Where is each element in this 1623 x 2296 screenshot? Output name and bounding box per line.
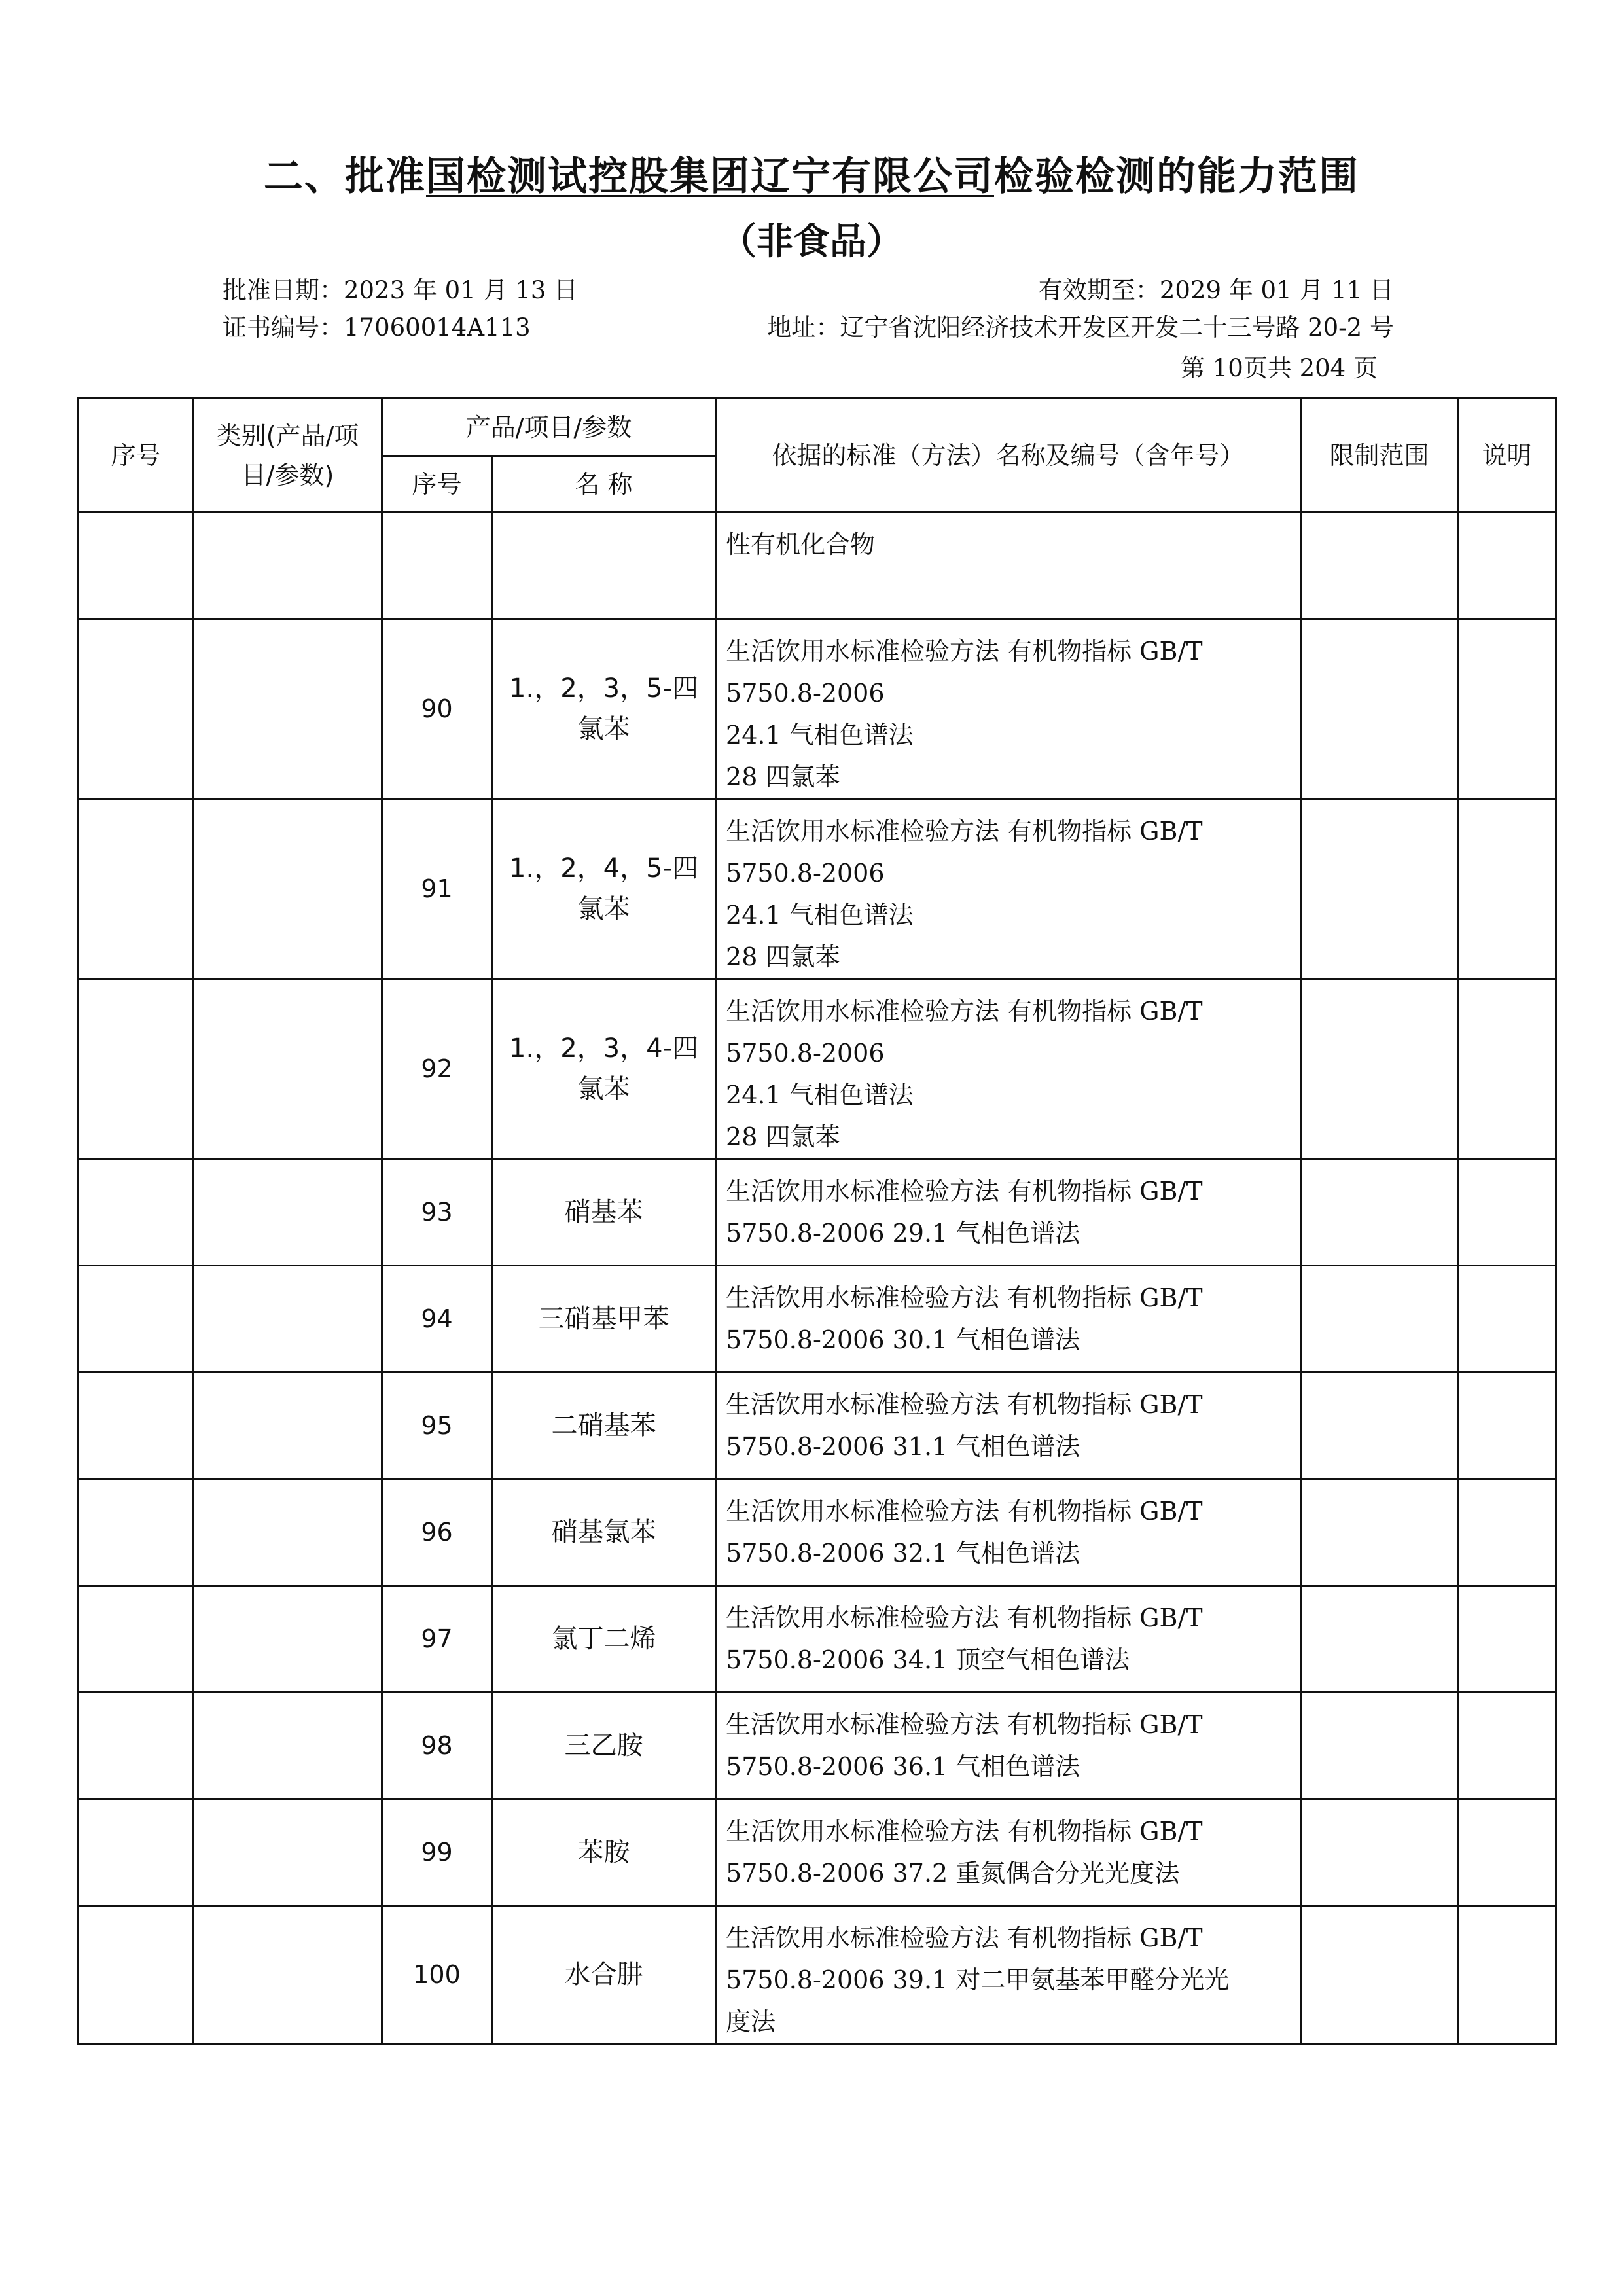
- cell-seq: [79, 799, 194, 979]
- table-row: [79, 1266, 1556, 1372]
- cell-note: [1458, 1586, 1556, 1693]
- cell-note: [1458, 1906, 1556, 2044]
- standard-line: 生活饮用水标准检验方法 有机物指标 GB/T: [726, 997, 1203, 1026]
- table-row: [79, 619, 1556, 799]
- cell-sub-seq: 98: [382, 1693, 492, 1799]
- cell-standard: [716, 799, 1301, 979]
- cell-limit: [1301, 1586, 1458, 1693]
- valid-until: 有效期至：2029 年 01 月 11 日: [1038, 276, 1394, 304]
- cell-standard: [716, 1586, 1301, 1693]
- table-row: [79, 1479, 1556, 1586]
- standard-line: 生活饮用水标准检验方法 有机物指标 GB/T: [726, 1497, 1203, 1526]
- standard-line: 生活饮用水标准检验方法 有机物指标 GB/T: [726, 1604, 1203, 1632]
- cell-standard: [716, 619, 1301, 799]
- cell-note: [1458, 619, 1556, 799]
- table-row: [79, 799, 1556, 979]
- table-row: [79, 512, 1556, 619]
- cell-name: 1.，2，4，5-四氯苯: [492, 799, 716, 979]
- cell-limit: [1301, 1906, 1458, 2044]
- cell-standard: [716, 979, 1301, 1159]
- cell-category: [194, 512, 382, 619]
- standard-line: 生活饮用水标准检验方法 有机物指标 GB/T: [726, 1283, 1203, 1312]
- cell-note: [1458, 799, 1556, 979]
- header-sub-seq: 序号: [382, 456, 492, 512]
- header-category: 类别(产品/项目/参数): [194, 399, 382, 512]
- standard-line: 5750.8-2006 34.1 顶空气相色谱法: [726, 1645, 1130, 1674]
- cell-name: 硝基苯: [492, 1159, 716, 1266]
- cell-name: 硝基氯苯: [492, 1479, 716, 1586]
- cell-seq: [79, 1693, 194, 1799]
- cell-note: [1458, 1799, 1556, 1906]
- cell-name: 苯胺: [492, 1799, 716, 1906]
- cell-limit: [1301, 619, 1458, 799]
- table-row: [79, 1586, 1556, 1693]
- standard-line: 28 四氯苯: [726, 942, 840, 971]
- standard-line: 性有机化合物: [726, 530, 876, 559]
- standard-line: 生活饮用水标准检验方法 有机物指标 GB/T: [726, 1710, 1203, 1739]
- standard-line: 5750.8-2006 30.1 气相色谱法: [726, 1325, 1080, 1354]
- cell-standard: [716, 1479, 1301, 1586]
- cell-category: [194, 1586, 382, 1693]
- cell-name: 三乙胺: [492, 1693, 716, 1799]
- table-row: [79, 1906, 1556, 2044]
- title-prefix: 二、批准: [264, 154, 426, 200]
- standard-line: 5750.8-2006: [726, 1039, 885, 1067]
- cell-standard: [716, 1799, 1301, 1906]
- cell-category: [194, 1799, 382, 1906]
- cell-category: [194, 1372, 382, 1479]
- cell-standard: [716, 512, 1301, 619]
- standard-line: 生活饮用水标准检验方法 有机物指标 GB/T: [726, 1390, 1203, 1419]
- cell-note: [1458, 1372, 1556, 1479]
- standard-line: 5750.8-2006 31.1 气相色谱法: [726, 1432, 1080, 1461]
- cell-note: [1458, 1159, 1556, 1266]
- cell-limit: [1301, 1799, 1458, 1906]
- cell-category: [194, 1479, 382, 1586]
- cell-standard: [716, 1906, 1301, 2044]
- cell-category: [194, 1159, 382, 1266]
- cell-name: 二硝基苯: [492, 1372, 716, 1479]
- cell-category: [194, 1906, 382, 2044]
- cell-seq: [79, 1586, 194, 1693]
- standard-line: 5750.8-2006 37.2 重氮偶合分光光度法: [726, 1859, 1180, 1888]
- cell-name: 水合肼: [492, 1906, 716, 2044]
- cell-sub-seq: 92: [382, 979, 492, 1159]
- header-seq: 序号: [79, 399, 194, 512]
- cell-note: [1458, 1693, 1556, 1799]
- cell-sub-seq: 96: [382, 1479, 492, 1586]
- cell-sub-seq: 100: [382, 1906, 492, 2044]
- table-row: [79, 1799, 1556, 1906]
- standard-line: 5750.8-2006 32.1 气相色谱法: [726, 1539, 1080, 1568]
- cell-limit: [1301, 1479, 1458, 1586]
- header-product-group: 产品/项目/参数: [382, 399, 716, 456]
- standard-line: 生活饮用水标准检验方法 有机物指标 GB/T: [726, 817, 1203, 846]
- cell-standard: [716, 1372, 1301, 1479]
- cell-seq: [79, 1906, 194, 2044]
- cell-note: [1458, 1479, 1556, 1586]
- cell-limit: [1301, 1693, 1458, 1799]
- table-row: [79, 1372, 1556, 1479]
- cell-limit: [1301, 1266, 1458, 1372]
- standard-line: 生活饮用水标准检验方法 有机物指标 GB/T: [726, 1817, 1203, 1846]
- standard-line: 28 四氯苯: [726, 762, 840, 791]
- cell-sub-seq: [382, 512, 492, 619]
- cell-name: [492, 512, 716, 619]
- header-limit: 限制范围: [1301, 399, 1458, 512]
- cell-category: [194, 1693, 382, 1799]
- standard-line: 5750.8-2006: [726, 679, 885, 708]
- cell-sub-seq: 91: [382, 799, 492, 979]
- standard-line: 生活饮用水标准检验方法 有机物指标 GB/T: [726, 1924, 1203, 1952]
- table-row: [79, 1693, 1556, 1799]
- cell-seq: [79, 1479, 194, 1586]
- cell-note: [1458, 512, 1556, 619]
- standard-line: 生活饮用水标准检验方法 有机物指标 GB/T: [726, 637, 1203, 666]
- cell-sub-seq: 99: [382, 1799, 492, 1906]
- standard-line: 5750.8-2006 29.1 气相色谱法: [726, 1219, 1080, 1247]
- cell-sub-seq: 97: [382, 1586, 492, 1693]
- cell-seq: [79, 619, 194, 799]
- header-note: 说明: [1458, 399, 1556, 512]
- standard-line: 28 四氯苯: [726, 1122, 840, 1151]
- header-name: 名 称: [492, 456, 716, 512]
- cell-seq: [79, 512, 194, 619]
- cell-name: 1.，2，3，4-四氯苯: [492, 979, 716, 1159]
- cell-category: [194, 619, 382, 799]
- standard-line: 24.1 气相色谱法: [726, 901, 914, 929]
- certificate-number: 证书编号：17060014A113: [223, 314, 531, 342]
- standard-line: 24.1 气相色谱法: [726, 1081, 914, 1109]
- table-row: [79, 979, 1556, 1159]
- cell-category: [194, 1266, 382, 1372]
- capability-table: [77, 397, 1557, 2045]
- cell-standard: [716, 1266, 1301, 1372]
- page-number: 第 10页共 204 页: [1181, 354, 1378, 382]
- cell-name: 三硝基甲苯: [492, 1266, 716, 1372]
- cell-limit: [1301, 1159, 1458, 1266]
- cell-seq: [79, 1266, 194, 1372]
- cell-limit: [1301, 512, 1458, 619]
- title-suffix: 检验检测的能力范围: [994, 154, 1359, 200]
- cell-limit: [1301, 979, 1458, 1159]
- standard-line: 生活饮用水标准检验方法 有机物指标 GB/T: [726, 1177, 1203, 1206]
- cell-seq: [79, 979, 194, 1159]
- table-row: [79, 1159, 1556, 1266]
- standard-line: 度法: [726, 2007, 776, 2036]
- cell-seq: [79, 1159, 194, 1266]
- cell-category: [194, 979, 382, 1159]
- header-standard: 依据的标准（方法）名称及编号（含年号）: [716, 399, 1301, 512]
- address: 地址：辽宁省沈阳经济技术开发区开发二十三号路 20-2 号: [767, 314, 1394, 342]
- page-title: [0, 145, 1623, 202]
- cell-note: [1458, 1266, 1556, 1372]
- cell-limit: [1301, 799, 1458, 979]
- standard-line: 5750.8-2006 39.1 对二甲氨基苯甲醛分光光: [726, 1965, 1230, 1994]
- standard-line: 5750.8-2006: [726, 859, 885, 888]
- cell-seq: [79, 1799, 194, 1906]
- cell-sub-seq: 93: [382, 1159, 492, 1266]
- cell-sub-seq: 94: [382, 1266, 492, 1372]
- cell-standard: [716, 1159, 1301, 1266]
- cell-sub-seq: 95: [382, 1372, 492, 1479]
- approval-date: 批准日期：2023 年 01 月 13 日: [223, 276, 579, 304]
- cell-seq: [79, 1372, 194, 1479]
- cell-category: [194, 799, 382, 979]
- cell-standard: [716, 1693, 1301, 1799]
- page-subtitle: （非食品）: [720, 221, 903, 263]
- title-organization: 国检测试控股集团辽宁有限公司: [426, 154, 994, 200]
- cell-name: 氯丁二烯: [492, 1586, 716, 1693]
- standard-line: 24.1 气相色谱法: [726, 721, 914, 749]
- cell-sub-seq: 90: [382, 619, 492, 799]
- cell-limit: [1301, 1372, 1458, 1479]
- cell-name: 1.，2，3，5-四氯苯: [492, 619, 716, 799]
- cell-note: [1458, 979, 1556, 1159]
- standard-line: 5750.8-2006 36.1 气相色谱法: [726, 1752, 1080, 1781]
